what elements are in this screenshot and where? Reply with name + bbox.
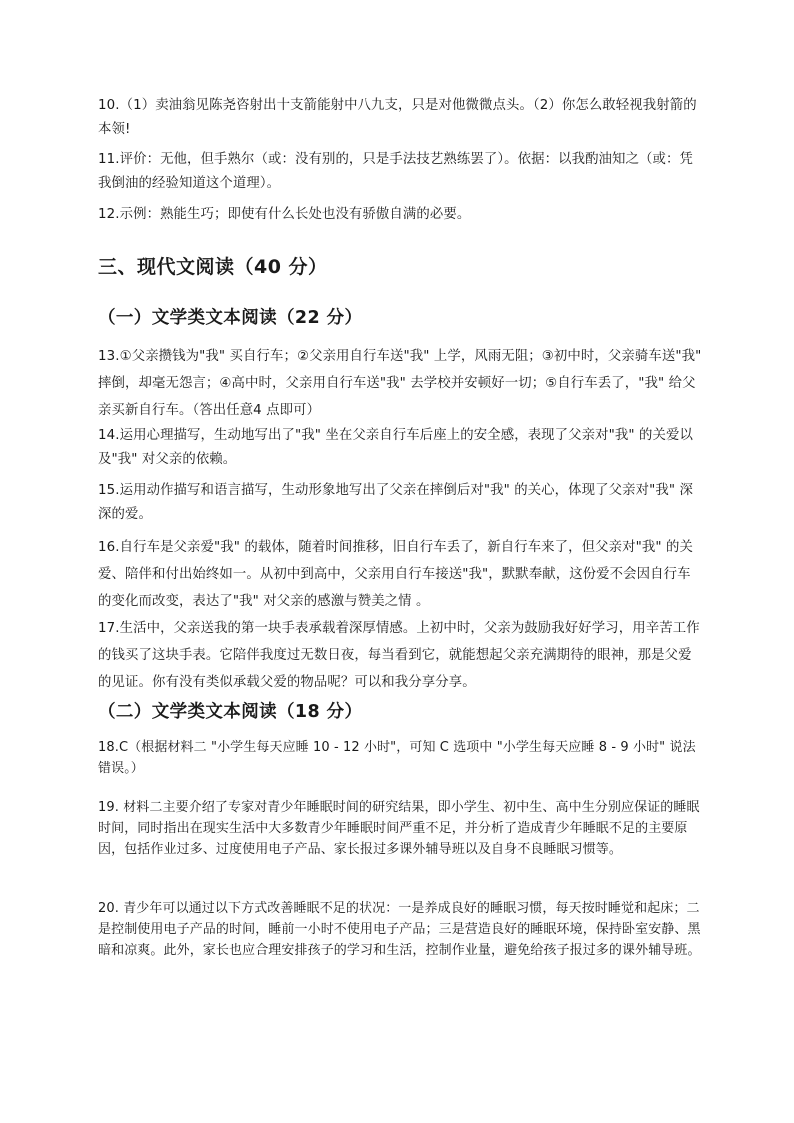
answer-q15: 15.运用动作描写和语言描写，生动形象地写出了父亲在摔倒后对"我" 的关心，体现了父亲对"我" 深深的爱。 [98,483,693,522]
answer-q12: 12.示例：熟能生巧；即使有什么长处也没有骄傲自满的必要。 [98,207,471,222]
answer-q11: 11.评价：无他，但手熟尔（或：没有别的，只是手法技艺熟练罢了）。依据：以我酌油知之（或：凭我倒油的经验知道这个道理）。 [98,152,693,191]
subsection-1-title: （一）文学类文本阅读（22 分） [98,308,363,328]
section-3-title: 三、现代文阅读（40 分） [98,256,328,278]
answer-q18: 18.C（根据材料二 "小学生每天应睡 10 - 12 小时"，可知 C 选项中 "小学生每天应睡 8 - 9 小时" 说法错误。） [98,740,696,776]
answer-q14: 14.运用心理描写，生动地写出了"我" 坐在父亲自行车后座上的安全感，表现了父亲对"我" 的关爱以及"我" 对父亲的依赖。 [98,428,693,467]
answer-q19: 19. 材料二主要介绍了专家对青少年睡眠时间的研究结果，即小学生、初中生、高中生分别应保证的睡眠时间，同时指出在现实生活中大多数青少年睡眠时间严重不足，并分析了造成青少年睡眠不足的主要原因，包括作业过多、过度使用电子产品、家长报过多课外辅导班以及自身不良睡眠习惯等。 [98,800,700,857]
answer-q16: 16.自行车是父亲爱"我" 的载体，随着时间推移，旧自行车丢了，新自行车来了，但父亲对"我" 的关爱、陪伴和付出始终如一。从初中到高中，父亲用自行车接送"我"，默默奉献，这份爱不会因自行车的变化而改变，表达了"我" 对父亲的感激与赞美之情 。 [98,540,693,609]
subsection-2-title: （二）文学类文本阅读（18 分） [98,702,363,722]
answer-q17: 17.生活中，父亲送我的第一块手表承载着深厚情感。上初中时，父亲为鼓励我好好学习，用辛苦工作的钱买了这块手表。它陪伴我度过无数日夜，每当看到它，就能想起父亲充满期待的眼神，那是父爱的见证。你有没有类似承载父爱的物品呢？可以和我分享分享。 [98,621,700,690]
answer-q13: 13.①父亲攒钱为"我" 买自行车；②父亲用自行车送"我" 上学，风雨无阻；③初中时，父亲骑车送"我" 摔倒，却毫无怨言；④高中时，父亲用自行车送"我" 去学校并安顿好一切；⑤自行车丢了，"我" 给父亲买新自行车。（答出任意4 点即可） [98,349,702,418]
answer-q10: 10.（1）卖油翁见陈尧咨射出十支箭能射中八九支，只是对他微微点头。（2）你怎么敢轻视我射箭的本领! [98,98,697,137]
answer-q20: 20. 青少年可以通过以下方式改善睡眠不足的状况：一是养成良好的睡眠习惯，每天按时睡觉和起床；二是控制使用电子产品的时间，睡前一小时不使用电子产品；三是营造良好的睡眠环境，保持卧室安静、黑暗和凉爽。此外，家长也应合理安排孩子的学习和生活，控制作业量，避免给孩子报过多的课外辅导班。 [98,901,701,958]
